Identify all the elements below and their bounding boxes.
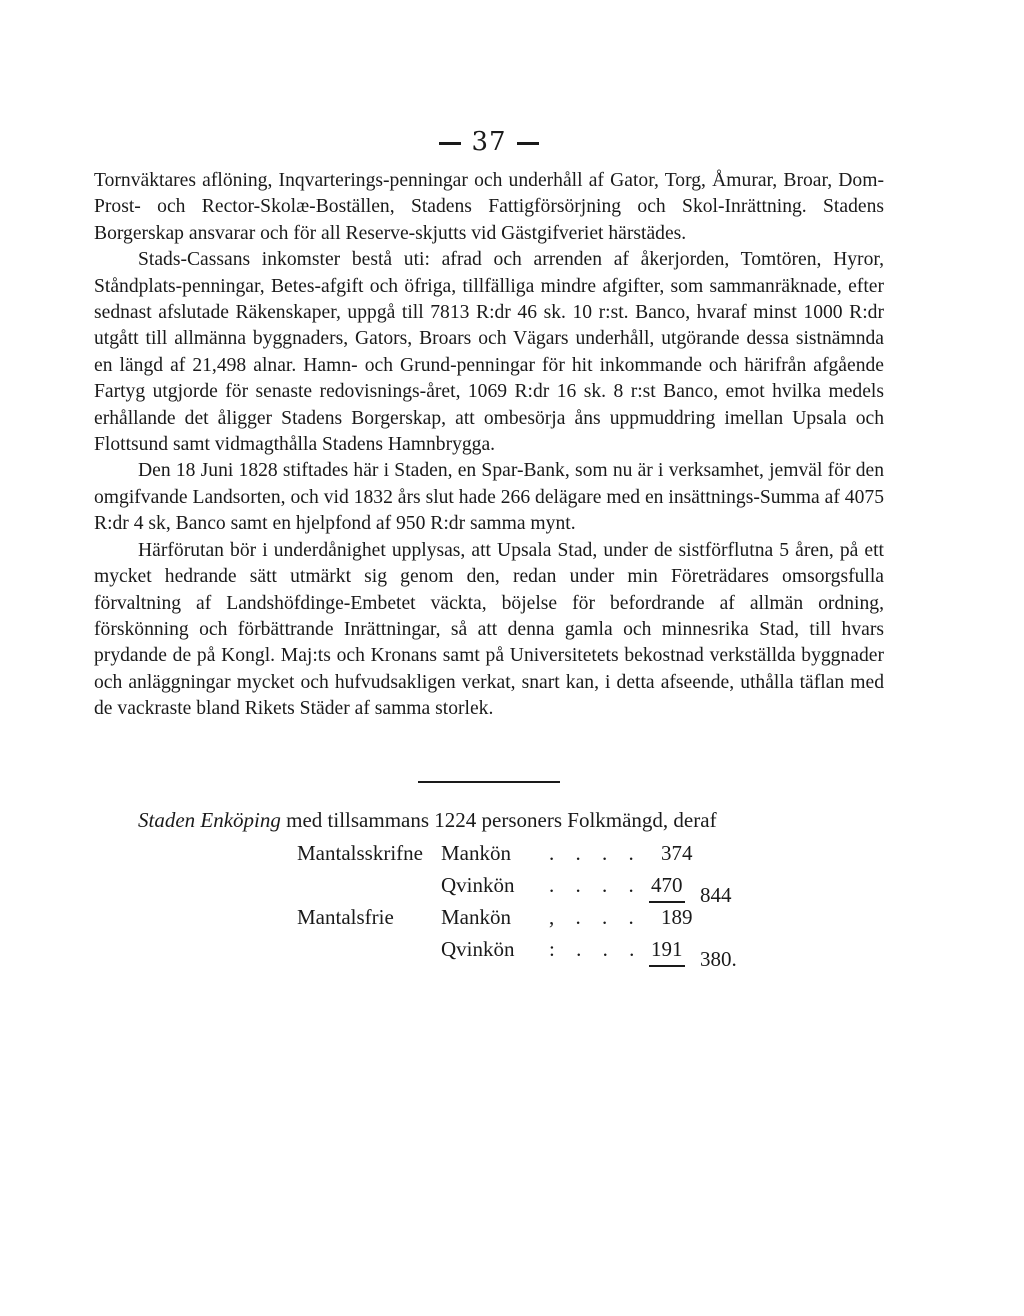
population-row — [94, 869, 884, 907]
page-number: 37 — [471, 127, 507, 157]
leader-dots: . . . . — [549, 840, 642, 865]
population-subtotal: 844 — [700, 882, 732, 907]
population-subtotal: 380. — [700, 946, 737, 971]
section-divider — [418, 781, 560, 783]
population-sex: Mankön — [441, 904, 511, 929]
population-heading — [138, 805, 884, 835]
population-table — [94, 835, 884, 971]
population-sex: Mankön — [441, 840, 511, 865]
population-category: Mantalsskrifne — [297, 840, 423, 865]
population-category: Mantalsfrie — [297, 904, 394, 929]
dash-left — [439, 142, 461, 145]
population-row — [94, 901, 884, 933]
population-sex: Qvinkön — [441, 936, 515, 961]
leader-dots: : . . . — [549, 936, 643, 961]
document-page — [94, 126, 884, 971]
page-number-header — [94, 126, 884, 158]
town-name: Staden Enköping — [138, 807, 281, 832]
paragraph-1: Tornväktares aflöning, Inqvarterings-penningar och underhåll af Gator, Torg, Åmurar, Broar, Dom-Prost- och Rector-Skolæ-Boställen, Stadens Fattigförsörjning och Skol-Inrättning. Stadens Borgerskap ansvarar och för all Reserve-skjutts vid Gästgifveriet härstädes. — [94, 170, 884, 244]
population-count: 191 — [649, 933, 685, 967]
population-row — [94, 933, 884, 971]
paragraph-4: Härförutan bör i underdånighet upplysas, att Upsala Stad, under de sistförflutna 5 åren, på ett mycket hedrande sätt utmärkt sig genom den, redan under min Företrädares omsorgsfulla förvaltning af Landshöfdinge-Embetet väckta, böjelse för befordrande af allmän ordning, förskönning och förbättrande Inrättningar, så att denna gamla och minnesrika Stad, till hvars prydande de på Kongl. Maj:ts och Kronans samt på Universitetets bekostnad verkställda byggnader och anläggningar mycket och hufvudsakligen verkat, snart kan, i detta afseende, uthålla täflan med de vackraste bland Rikets Städer af samma storlek. — [94, 539, 884, 720]
population-sex: Qvinkön — [441, 872, 515, 897]
paragraph-3: Den 18 Juni 1828 stiftades här i Staden, en Spar-Bank, som nu är i verksamhet, jemväl för den omgifvande Landsorten, och vid 1832 års slut hade 266 delägare med en insättnings-Summa af 4075 R:dr 4 sk, Banco samt en hjelpfond af 950 R:dr samma mynt. — [94, 460, 884, 535]
population-count: 189 — [661, 904, 693, 929]
leader-dots: , . . . — [549, 904, 642, 929]
population-row — [94, 837, 884, 869]
dash-right — [517, 142, 539, 145]
population-heading-text: med tillsammans 1224 personers Folkmängd, deraf — [280, 807, 717, 832]
leader-dots: . . . . — [549, 872, 642, 897]
population-count: 374 — [661, 840, 693, 865]
paragraph-2: Stads-Cassans inkomster bestå uti: afrad och arrenden af åkerjorden, Tomtören, Hyror, Ståndplats-penningar, Betes-afgift och öfriga, tillfälliga mindre afgifter, som sammanräknade, efter sednast afslutade Räkenskaper, uppgå till 7813 R:dr 46 sk. 10 r:st. Banco, hvaraf minst 1000 R:dr utgått till allmänna byggnaders, Gators, Broars och Vägars underhåll, utgörande dessa sistnämnda en längd af 21,498 alnar. Hamn- och Grund-penningar för hit inkommande och härifrån afgående Fartyg utgjorde för senaste redovisnings-året, 1069 R:dr 16 sk. 8 r:st Banco, emot hvilka medels erhållande det åligger Stadens Borgerskap, att ombesörja åns uppmuddring imellan Upsala och Flottsund samt vidmagthålla Stadens Hamnbrygga. — [94, 249, 884, 456]
population-count: 470 — [649, 869, 685, 903]
